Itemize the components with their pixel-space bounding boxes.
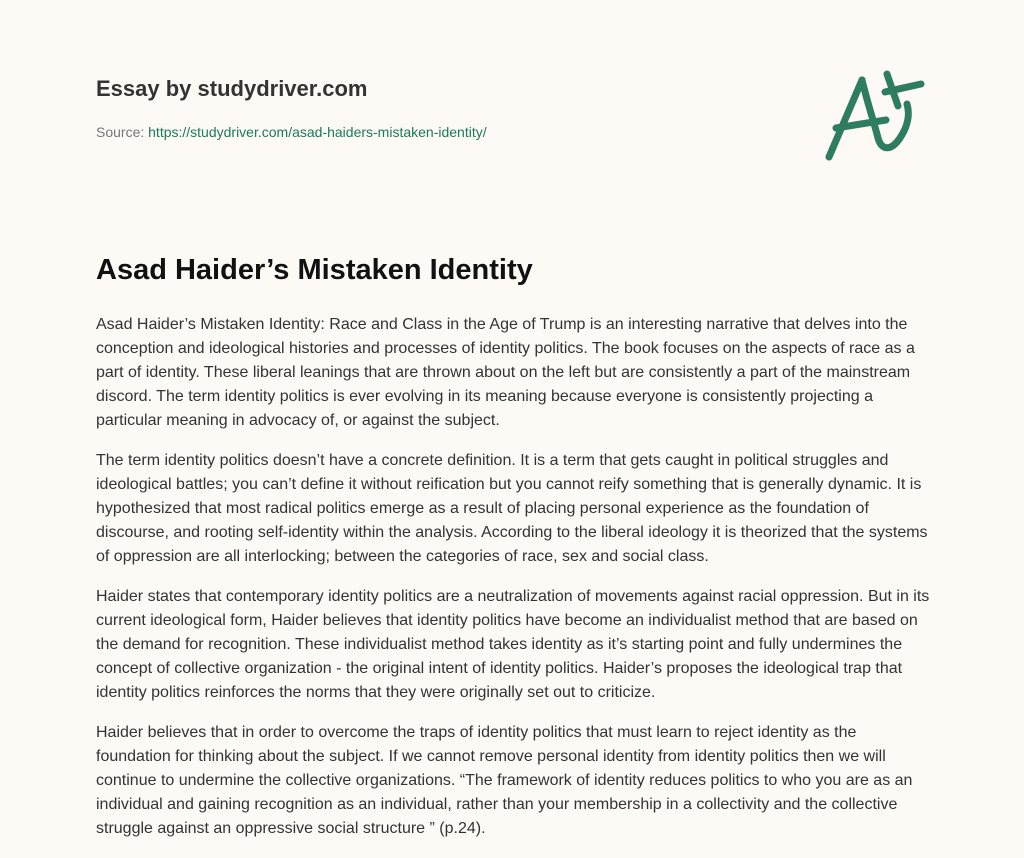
source-line <box>96 124 487 140</box>
source-link[interactable]: https://studydriver.com/asad-haiders-mistaken-identity/ <box>148 124 487 140</box>
paragraph: Haider believes that in order to overcome the traps of identity politics that must learn to reject identity as the foundation for thinking about the subject. If we cannot remove personal identity from identity politics then we will continue to undermine the collective organizations. “The framework of identity reduces politics to who you are as an individual and gaining recognition as an individual, rather than your membership in a collectivity and the collective struggle against an oppressive social structure ” (p.24). <box>96 724 913 837</box>
logo-a-left-stroke <box>829 80 862 157</box>
article-body <box>96 313 934 857</box>
source-label: Source: <box>96 124 145 140</box>
site-brand: Essay by studydriver.com <box>96 76 368 101</box>
article-title: Asad Haider’s Mistaken Identity <box>96 254 533 286</box>
paragraph: The term identity politics doesn’t have a concrete definition. It is a term that gets caught in political struggles and ideological battles; you can’t define it without reification but you cannot reify something that is generally dynamic. It is hypothesized that most radical politics emerge as a result of placing personal experience as the foundation of discourse, and rooting self-identity within the analysis. According to the liberal ideology it is theorized that the systems of oppression are all interlocking; between the categories of race, sex and social class. <box>96 452 928 565</box>
paragraph: Haider states that contemporary identity politics are a neutralization of movements against racial oppression. But in its current ideological form, Haider believes that identity politics have become an individualist method that are based on the demand for recognition. These individualist method takes identity as it’s starting point and fully undermines the concept of collective organization - the original intent of identity politics. Haider’s proposes the ideological trap that identity politics reinforces the norms that they were originally set out to criticize. <box>96 588 930 701</box>
a-plus-logo <box>800 60 950 180</box>
paragraph: Asad Haider’s Mistaken Identity: Race and Class in the Age of Trump is an interesting narrative that delves into the conception and ideological histories and processes of identity politics. The book focuses on the aspects of race as a part of identity. These liberal leanings that are thrown about on the left but are consistently a part of the mainstream discord. The term identity politics is ever evolving in its meaning because everyone is consistently projecting a particular meaning in advocacy of, or against the subject. <box>96 316 915 429</box>
